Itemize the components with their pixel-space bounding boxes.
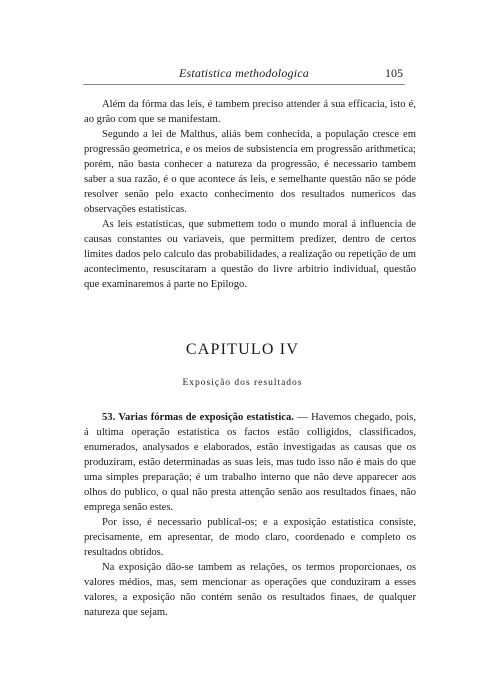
- section-heading: 53. Varias fórmas de exposição estatistica.: [102, 412, 294, 423]
- paragraph: Além da fórma das leis, é tambem preciso attender á sua efficacia, isto é, ao grão com que se manifestam.: [84, 99, 416, 125]
- paragraph: As leis estatisticas, que submettem todo o mundo moral á influencia de causas constantes ou variaveis, que permittem predizer, dentro de certos limites dados pelo calculo das probabilidades, a realização ou repetição de um acontecimento, resuscitaram a questão do livre arbitrio individual, questão que examinaremos á parte no Epilogo.: [84, 219, 416, 290]
- paragraph: Segundo a lei de Malthus, aliás bem conhecida, a população cresce em progressão geometrica, e os meios de subsistencia em progressão arithmetica; porém, não basta conhecer a natureza da progressão, é necessario tambem saber a sua razão, é o que acontece ás leis, e semelhante questão não se póde resolver senão pelo exacto conhecimento dos resultados numericos das observações estatisticas.: [84, 129, 416, 215]
- page-header: [83, 64, 405, 85]
- paragraph: Na exposição dão-se tambem as relações, os termos proporcionaes, os valores médios, mas, sem mencionar as operações que conduziram a esses valores, a exposição não contém senão os resultados finaes, de qualquer natureza que sejam.: [84, 562, 416, 618]
- running-title: Estatistica methodologica: [179, 66, 309, 80]
- chapter-subtitle: Exposição dos resultados: [182, 378, 303, 388]
- text-block-bottom: [84, 410, 416, 620]
- section-text: — Havemos chegado, pois, á ultima operação estatistica os factos estão colligidos, classificados, enumerados, analysados e elaborados, estão investigadas as causas que os produziram, estão determinadas as suas leis, mas tudo isso não é mais do que uma simples preparação; é um trabalho interno que não deve apparecer aos olhos do publico, o qual não presta attenção senão aos resultados finaes, não emprega senão estes.: [84, 412, 416, 513]
- chapter-title: CAPITULO IV: [185, 341, 300, 358]
- page-number: 105: [385, 66, 403, 80]
- section-paragraph: [84, 410, 416, 515]
- paragraph: Por isso, é necessario publical-os; e a exposição estatistica consiste, precisamente, em apresentar, de modo claro, coordenado e completo os resultados obtidos.: [84, 517, 416, 558]
- text-block-top: [84, 97, 416, 292]
